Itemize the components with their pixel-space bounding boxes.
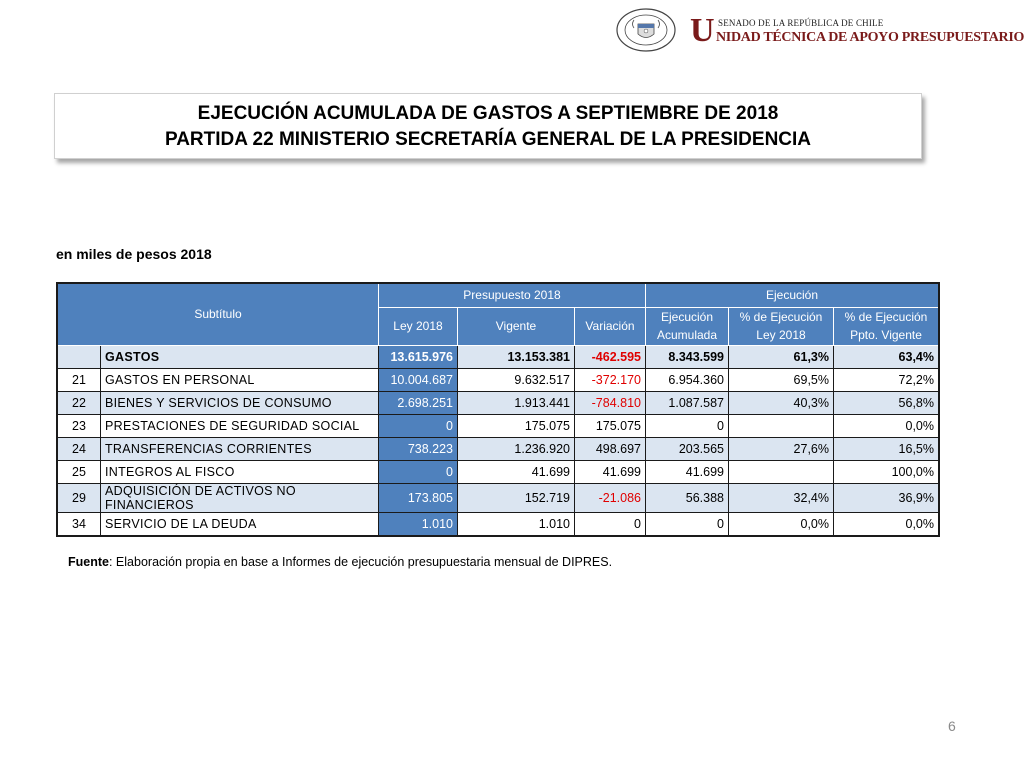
cell-vigente: 41.699: [458, 460, 575, 483]
cell-code: 29: [57, 483, 101, 512]
org-main-text: NIDAD TÉCNICA DE APOYO PRESUPUESTARIO: [716, 30, 1024, 45]
cell-variacion: 0: [575, 512, 646, 536]
col-vigente: Vigente: [458, 307, 575, 345]
cell-code: 21: [57, 368, 101, 391]
cell-name: GASTOS: [101, 345, 379, 368]
table-row: [57, 460, 939, 483]
budget-table: [56, 282, 940, 537]
cell-name: GASTOS EN PERSONAL: [101, 368, 379, 391]
org-initial: U: [690, 12, 715, 49]
cell-variacion: -784.810: [575, 391, 646, 414]
cell-name: ADQUISICIÓN DE ACTIVOS NO FINANCIEROS: [101, 483, 379, 512]
cell-ley: 738.223: [379, 437, 458, 460]
cell-variacion: 498.697: [575, 437, 646, 460]
cell-ley: 0: [379, 460, 458, 483]
table-row: [57, 483, 939, 512]
cell-pct-vigente: 100,0%: [834, 460, 940, 483]
units-label: en miles de pesos 2018: [56, 246, 212, 262]
cell-vigente: 9.632.517: [458, 368, 575, 391]
cell-code: 25: [57, 460, 101, 483]
cell-variacion: 175.075: [575, 414, 646, 437]
page-number: 6: [948, 718, 956, 734]
cell-pct-vigente: 56,8%: [834, 391, 940, 414]
cell-pct-ley: 69,5%: [729, 368, 834, 391]
cell-pct-ley: 61,3%: [729, 345, 834, 368]
col-ejecucion: [646, 307, 729, 345]
org-small-text: SENADO DE LA REPÚBLICA DE CHILE: [718, 18, 884, 28]
cell-ejecucion: 0: [646, 512, 729, 536]
table-row: [57, 391, 939, 414]
header-presupuesto: Presupuesto 2018: [379, 283, 646, 307]
cell-code: 24: [57, 437, 101, 460]
table-row: [57, 437, 939, 460]
cell-code: 22: [57, 391, 101, 414]
cell-code: [57, 345, 101, 368]
cell-name: BIENES Y SERVICIOS DE CONSUMO: [101, 391, 379, 414]
cell-code: 23: [57, 414, 101, 437]
cell-variacion: 41.699: [575, 460, 646, 483]
cell-ejecucion: 203.565: [646, 437, 729, 460]
cell-pct-vigente: 63,4%: [834, 345, 940, 368]
col-pct-vigente-line1: % de Ejecución: [844, 310, 928, 324]
cell-name: TRANSFERENCIAS CORRIENTES: [101, 437, 379, 460]
cell-ley: 0: [379, 414, 458, 437]
cell-ley: 1.010: [379, 512, 458, 536]
cell-pct-ley: 0,0%: [729, 512, 834, 536]
cell-vigente: 1.913.441: [458, 391, 575, 414]
cell-ley: 2.698.251: [379, 391, 458, 414]
cell-pct-vigente: 0,0%: [834, 512, 940, 536]
cell-pct-ley: 32,4%: [729, 483, 834, 512]
cell-pct-vigente: 16,5%: [834, 437, 940, 460]
cell-ejecucion: 0: [646, 414, 729, 437]
col-pct-ley-line2: Ley 2018: [756, 328, 806, 342]
cell-variacion: -462.595: [575, 345, 646, 368]
cell-pct-vigente: 36,9%: [834, 483, 940, 512]
cell-vigente: 175.075: [458, 414, 575, 437]
source-note: [68, 555, 612, 569]
cell-ejecucion: 8.343.599: [646, 345, 729, 368]
cell-ley: 13.615.976: [379, 345, 458, 368]
col-variacion: Variación: [575, 307, 646, 345]
cell-vigente: 1.010: [458, 512, 575, 536]
table-row-total: [57, 345, 939, 368]
col-ejecucion-line2: Acumulada: [656, 328, 718, 342]
cell-pct-ley: [729, 414, 834, 437]
cell-vigente: 152.719: [458, 483, 575, 512]
cell-vigente: 1.236.920: [458, 437, 575, 460]
header-subtitulo: Subtítulo: [57, 283, 379, 345]
table-row: [57, 512, 939, 536]
cell-ejecucion: 56.388: [646, 483, 729, 512]
source-text: : Elaboración propia en base a Informes de ejecución presupuestaria mensual de DIPRES.: [108, 555, 613, 569]
cell-variacion: -21.086: [575, 483, 646, 512]
col-pct-ley: [729, 307, 834, 345]
table-row: [57, 368, 939, 391]
cell-pct-vigente: 0,0%: [834, 414, 940, 437]
col-ejecucion-line1: Ejecución: [660, 310, 714, 324]
cell-pct-vigente: 72,2%: [834, 368, 940, 391]
table-row: [57, 414, 939, 437]
title-line-1: EJECUCIÓN ACUMULADA DE GASTOS A SEPTIEMBRE DE 2018: [197, 103, 779, 124]
col-pct-ley-line1: % de Ejecución: [739, 310, 823, 324]
cell-vigente: 13.153.381: [458, 345, 575, 368]
cell-name: PRESTACIONES DE SEGURIDAD SOCIAL: [101, 414, 379, 437]
cell-name: SERVICIO DE LA DEUDA: [101, 512, 379, 536]
cell-code: 34: [57, 512, 101, 536]
cell-ley: 10.004.687: [379, 368, 458, 391]
cell-variacion: -372.170: [575, 368, 646, 391]
cell-ley: 173.805: [379, 483, 458, 512]
col-pct-vigente-line2: Ppto. Vigente: [850, 328, 922, 342]
senate-seal-logo: [616, 8, 676, 52]
col-ley: Ley 2018: [379, 307, 458, 345]
cell-pct-ley: [729, 460, 834, 483]
header-ejecucion: Ejecución: [646, 283, 940, 307]
title-line-2: PARTIDA 22 MINISTERIO SECRETARÍA GENERAL DE LA PRESIDENCIA: [164, 129, 812, 150]
col-pct-vigente: [834, 307, 940, 345]
cell-ejecucion: 41.699: [646, 460, 729, 483]
source-label: Fuente: [68, 555, 109, 569]
cell-name: INTEGROS AL FISCO: [101, 460, 379, 483]
cell-pct-ley: 27,6%: [729, 437, 834, 460]
cell-pct-ley: 40,3%: [729, 391, 834, 414]
title-box: [54, 93, 922, 159]
cell-ejecucion: 6.954.360: [646, 368, 729, 391]
cell-ejecucion: 1.087.587: [646, 391, 729, 414]
